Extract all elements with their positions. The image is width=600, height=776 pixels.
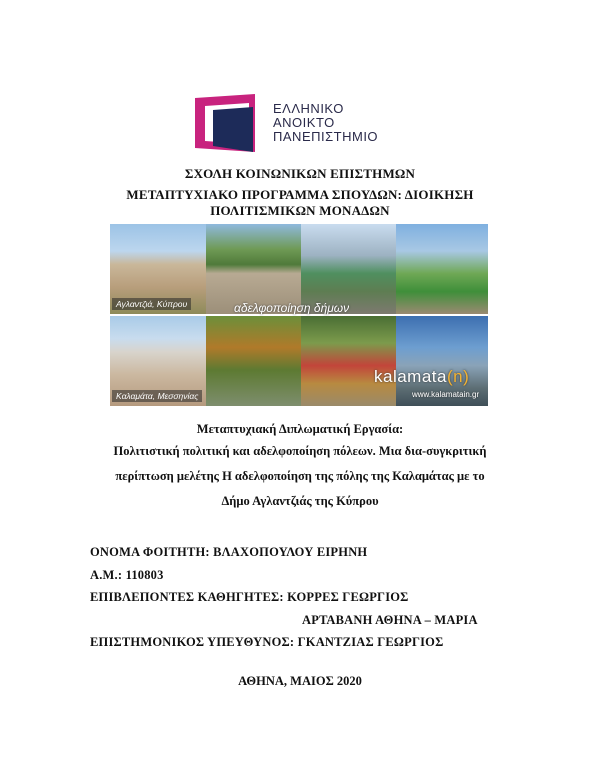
photo-aglantzia-aerial bbox=[110, 224, 206, 314]
photo-kalamata-aerial bbox=[110, 316, 206, 406]
kalamata-brand-text: kalamata(n) bbox=[374, 367, 470, 386]
scientific-supervisor: ΕΠΙΣΤΗΜΟΝΙΚΟΣ ΥΠΕΥΘΥΝΟΣ: ΓΚΑΝΤΖΙΑΣ ΓΕΩΡΓΙΟΣ bbox=[90, 635, 444, 649]
program-line-1: ΜΕΤΑΠΤΥΧΙΑΚΟ ΠΡΟΓΡΑΜΜΑ ΣΠΟΥΔΩΝ: ΔΙΟΙΚΗΣΗ bbox=[126, 187, 474, 202]
thesis-title-line-3: Δήμο Αγλαντζιάς της Κύπρου bbox=[221, 494, 379, 508]
caption-kalamata: Καλαμάτα, Μεσσηνίας bbox=[112, 390, 202, 402]
kalamata-website: www.kalamatain.gr bbox=[412, 390, 480, 399]
caption-aglantzia: Αγλαντζιά, Κύπρου bbox=[112, 298, 191, 310]
photo-square bbox=[301, 316, 396, 406]
supervisor-second: ΑΡΤΑΒΑΝΗ ΑΘΗΝΑ – ΜΑΡΙΑ bbox=[302, 613, 478, 627]
logo-wordmark bbox=[273, 102, 378, 144]
program-line-2: ΠΟΛΙΤΙΣΜΙΚΩΝ ΜΟΝΑΔΩΝ bbox=[210, 203, 390, 218]
thesis-type: Μεταπτυχιακή Διπλωματική Εργασία: bbox=[196, 422, 404, 436]
thesis-title-line-2: περίπτωση μελέτης Η αδελφοποίηση της πόλης της Καλαμάτας με το bbox=[115, 469, 485, 483]
student-name: ΟΝΟΜΑ ΦΟΙΤΗΤΗ: ΒΛΑΧΟΠΟΥΛΟΥ ΕΙΡΗΝΗ bbox=[90, 545, 368, 559]
thesis-title-line-1: Πολιτιστική πολιτική και αδελφοποίηση πόλεων. Μια δια-συγκριτική bbox=[113, 444, 487, 458]
place-date: ΑΘΗΝΑ, ΜΑΙΟΣ 2020 bbox=[238, 674, 362, 688]
photo-stadium bbox=[396, 224, 488, 314]
hou-logo-mark-icon bbox=[195, 94, 255, 152]
photo-collage bbox=[110, 224, 488, 406]
supervisors: ΕΠΙΒΛΕΠΟΝΤΕΣ ΚΑΘΗΓΗΤΕΣ: ΚΟΡΡΕΣ ΓΕΩΡΓΙΟΣ bbox=[90, 590, 409, 604]
kalamata-brand-suffix: n bbox=[453, 367, 464, 386]
kalamata-brand-word: kalamata bbox=[374, 367, 447, 386]
photo-park-trees bbox=[206, 316, 301, 406]
university-logo bbox=[195, 94, 425, 152]
logo-line-2: ΑΝΟΙΚΤΟ bbox=[273, 115, 335, 130]
school-name: ΣΧΟΛΗ ΚΟΙΝΩΝΙΚΩΝ ΕΠΙΣΤΗΜΩΝ bbox=[184, 166, 416, 181]
logo-line-1: ΕΛΛΗΝΙΚΟ bbox=[273, 101, 344, 116]
logo-line-3: ΠΑΝΕΠΙΣΤΗΜΙΟ bbox=[273, 129, 379, 144]
collage-banner: αδελφοποίηση δήμων bbox=[234, 301, 350, 315]
student-id: Α.Μ.: 110803 bbox=[90, 568, 164, 582]
